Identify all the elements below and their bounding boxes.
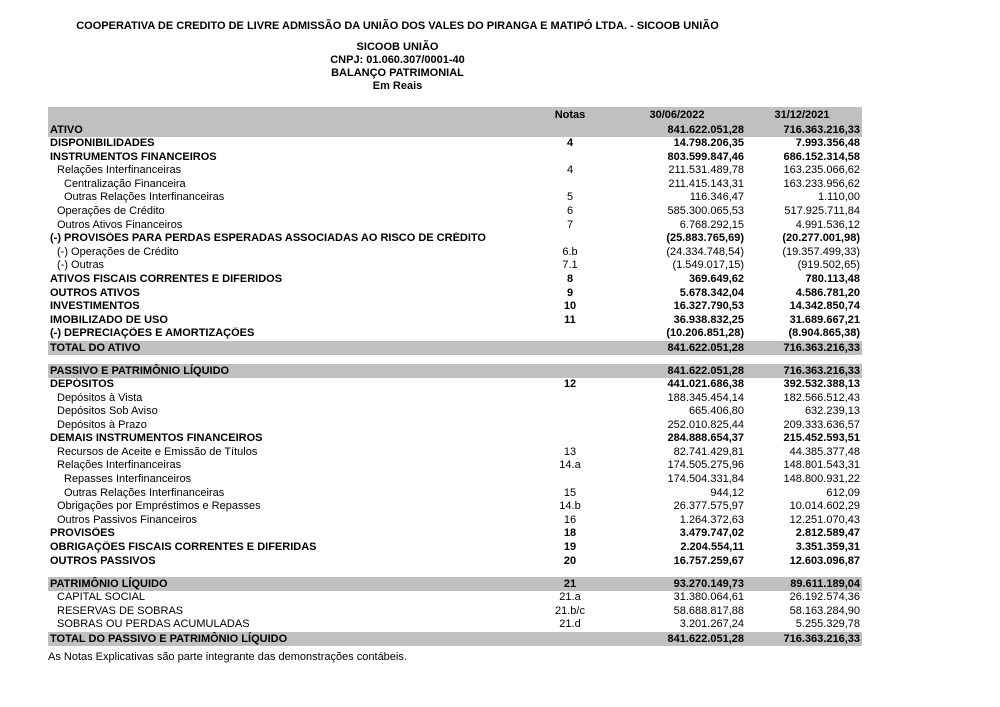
- row-note: [530, 232, 610, 246]
- row-value-2021: (8.904.865,38): [788, 327, 860, 340]
- entity-name: SICOOB UNIÃO: [356, 41, 439, 53]
- table-row: [48, 432, 862, 446]
- table-row: [48, 514, 862, 528]
- row-label: IMOBILIZADO DE USO: [50, 313, 168, 326]
- row-note: [530, 392, 610, 406]
- row-label: Recursos de Aceite e Emissão de Títulos: [57, 445, 258, 458]
- footer-note: As Notas Explicativas são parte integrante das demonstrações contábeis.: [48, 651, 407, 663]
- column-header-2022: 30/06/2022: [649, 109, 705, 121]
- row-label: Depósitos à Prazo: [57, 418, 147, 431]
- row-note: 6: [566, 204, 574, 217]
- row-value-2022: (10.206.851,28): [666, 327, 744, 340]
- row-value-2022: 252.010.825,44: [667, 418, 744, 431]
- table-row: [48, 151, 862, 165]
- row-label: OUTROS PASSIVOS: [50, 554, 156, 567]
- row-label: PASSIVO E PATRIMÔNIO LÍQUIDO: [50, 364, 230, 377]
- row-note: 14.a: [559, 459, 581, 472]
- row-value-2021: 716.363.216,33: [783, 633, 860, 645]
- row-note: 14.b: [559, 500, 581, 513]
- row-note: 4: [566, 164, 574, 177]
- table-row: [48, 137, 862, 151]
- row-value-2021: 148.801.543,31: [783, 459, 860, 472]
- row-value-2021: 26.192.574,36: [789, 591, 860, 604]
- row-label: TOTAL DO ATIVO: [50, 341, 141, 354]
- row-note: 11: [564, 313, 576, 326]
- table-row: [48, 378, 862, 392]
- row-note: 21.a: [559, 591, 581, 604]
- row-note: [530, 341, 610, 355]
- table-row: [48, 487, 862, 501]
- row-note: 7: [566, 218, 574, 231]
- row-label: DEMAIS INSTRUMENTOS FINANCEIROS: [50, 432, 263, 445]
- row-value-2022: 665.406,80: [688, 405, 744, 418]
- table-row: [48, 555, 862, 569]
- row-value-2022: 1.264.372,63: [679, 513, 744, 526]
- currency-note: Em Reais: [372, 80, 423, 92]
- table-row: [48, 178, 862, 192]
- column-header-label: [48, 107, 530, 123]
- row-note: 20: [563, 554, 577, 567]
- row-value-2021: 44.385.377,48: [789, 445, 860, 458]
- row-label: TOTAL DO PASSIVO E PATRIMÔNIO LÍQUIDO: [50, 633, 288, 645]
- row-value-2022: (25.883.765,69): [666, 232, 744, 245]
- row-label: (-) DEPRECIAÇÕES E AMORTIZAÇÕES: [50, 327, 255, 340]
- table-rows: [48, 123, 862, 646]
- table-row: [48, 618, 862, 632]
- row-value-2021: 716.363.216,33: [783, 364, 860, 377]
- row-note: 6.b: [562, 245, 578, 258]
- row-value-2022: 5.678.342,04: [679, 286, 744, 299]
- row-value-2022: 284.888.654,37: [667, 432, 744, 445]
- row-value-2021: 3.351.359,31: [795, 541, 860, 554]
- row-label: INVESTIMENTOS: [50, 300, 140, 313]
- table-row: [48, 527, 862, 541]
- row-value-2022: 841.622.051,28: [667, 633, 744, 645]
- row-label: Outros Ativos Financeiros: [57, 218, 183, 231]
- table-row: [48, 327, 862, 341]
- table-row: [48, 300, 862, 314]
- row-label: ATIVOS FISCAIS CORRENTES E DIFERIDOS: [50, 272, 283, 285]
- table-row: [48, 591, 862, 605]
- row-value-2022: 803.599.847,46: [667, 150, 744, 163]
- row-value-2022: 16.327.790,53: [673, 300, 744, 313]
- row-value-2022: 211.415.143,31: [668, 177, 744, 190]
- row-label: OBRIGAÇÕES FISCAIS CORRENTES E DIFERIDAS: [50, 541, 317, 554]
- table-row: [48, 500, 862, 514]
- row-value-2021: (919.502,65): [797, 259, 860, 272]
- row-note: 10: [563, 300, 577, 313]
- row-label: OUTROS ATIVOS: [50, 286, 140, 299]
- table-row: [48, 473, 862, 487]
- column-header-2021: 31/12/2021: [774, 109, 830, 121]
- row-label: SOBRAS OU PERDAS ACUMULADAS: [57, 618, 250, 631]
- table-row: [48, 605, 862, 619]
- row-value-2022: 16.757.259,67: [673, 554, 744, 567]
- row-label: CAPITAL SOCIAL: [57, 591, 146, 604]
- row-value-2022: 93.270.149,73: [673, 578, 744, 591]
- row-value-2022: 116.346,47: [689, 191, 744, 204]
- row-note: [530, 178, 610, 192]
- table-row: [48, 419, 862, 433]
- table-row: [48, 164, 862, 178]
- row-note: [530, 432, 610, 446]
- table-row: [48, 273, 862, 287]
- row-label: Outras Relações Interfinanceiras: [64, 191, 225, 204]
- row-label: ATIVO: [50, 124, 83, 136]
- row-value-2022: 2.204.554,11: [680, 541, 744, 554]
- row-label: Relações Interfinanceiras: [57, 164, 182, 177]
- row-note: [530, 123, 610, 137]
- row-label: (-) Outras: [57, 259, 105, 272]
- row-value-2021: 612,09: [826, 486, 860, 499]
- cooperative-name: COOPERATIVA DE CREDITO DE LIVRE ADMISSÃO DA UNIÃO DOS VALES DO PIRANGA E MATIPÓ LTDA. - SICOOB UNIÃO: [76, 20, 719, 32]
- row-value-2021: 716.363.216,33: [783, 124, 860, 136]
- row-value-2022: 369.649,62: [688, 272, 744, 285]
- row-value-2021: 686.152.314,58: [783, 150, 860, 163]
- row-note: [530, 632, 610, 646]
- row-note: 12: [563, 377, 577, 390]
- row-value-2021: 392.532.388,13: [783, 377, 860, 390]
- row-value-2021: 517.925.711,84: [784, 204, 860, 217]
- row-value-2021: 1.110,00: [817, 191, 860, 204]
- row-label: Centralização Financeira: [64, 177, 186, 190]
- row-value-2022: 188.345.454,14: [667, 391, 744, 404]
- row-note: [530, 327, 610, 341]
- row-label: (-) PROVISÕES PARA PERDAS ESPERADAS ASSOCIADAS AO RISCO DE CRÉDITO: [50, 232, 486, 245]
- row-value-2021: 632.239,13: [804, 405, 860, 418]
- table-row: [48, 446, 862, 460]
- row-value-2021: 2.812.589,47: [795, 527, 860, 540]
- row-label: PROVISÕES: [50, 527, 115, 540]
- table-row: [48, 392, 862, 406]
- row-value-2021: 209.333.636,57: [783, 418, 860, 431]
- row-value-2021: 148.800.931,22: [783, 473, 860, 486]
- row-value-2022: 441.021.686,38: [667, 377, 744, 390]
- row-value-2022: 174.504.331,84: [667, 473, 744, 486]
- row-value-2021: 12.603.096,87: [789, 554, 860, 567]
- row-note: 7.1: [562, 259, 578, 272]
- row-value-2022: 58.688.817,88: [673, 604, 744, 617]
- table-row: [48, 577, 862, 591]
- spacer-row: [48, 568, 862, 577]
- row-value-2022: 211.531.489,78: [668, 164, 744, 177]
- row-value-2022: 841.622.051,28: [667, 364, 744, 377]
- row-value-2021: 58.163.284,90: [789, 604, 860, 617]
- row-value-2021: 780.113,48: [805, 272, 860, 285]
- row-label: (-) Operações de Crédito: [57, 245, 179, 258]
- row-label: Depósitos Sob Aviso: [57, 405, 158, 418]
- statement-title: BALANÇO PATRIMONIAL: [331, 67, 464, 79]
- row-note: 19: [563, 541, 577, 554]
- row-label: Outras Relações Interfinanceiras: [64, 486, 225, 499]
- table-row: [48, 232, 862, 246]
- table-row: [48, 314, 862, 328]
- row-value-2021: 163.235.066,62: [783, 164, 860, 177]
- cnpj: CNPJ: 01.060.307/0001-40: [330, 54, 465, 66]
- row-label: Obrigações por Empréstimos e Repasses: [57, 500, 261, 513]
- row-label: Operações de Crédito: [57, 204, 165, 217]
- row-value-2022: 944,12: [710, 486, 744, 499]
- row-label: DISPONIBILIDADES: [50, 137, 155, 149]
- table-row: [48, 191, 862, 205]
- row-value-2021: 163.233.956,62: [783, 177, 860, 190]
- row-note: 21.b/c: [555, 604, 585, 617]
- row-value-2022: 31.380.064,61: [673, 591, 744, 604]
- row-value-2022: 6.768.292,15: [679, 218, 744, 231]
- row-value-2022: 36.938.832,25: [673, 313, 744, 326]
- row-value-2021: 4.586.781,20: [795, 286, 860, 299]
- row-value-2021: 31.689.667,21: [789, 313, 860, 326]
- row-note: 5: [566, 191, 574, 204]
- table-row: [48, 246, 862, 260]
- row-value-2021: 716.363.216,33: [783, 341, 860, 354]
- row-value-2021: 12.251.070,43: [789, 513, 860, 526]
- row-value-2022: 841.622.051,28: [667, 341, 744, 354]
- row-value-2021: 5.255.329,78: [795, 618, 860, 631]
- document-header: [44, 20, 751, 93]
- table-row: [48, 341, 862, 355]
- row-note: [530, 473, 610, 487]
- row-value-2022: 14.798.206,35: [673, 137, 744, 149]
- row-note: 21.d: [559, 618, 581, 631]
- row-value-2022: 174.505.275,96: [667, 459, 744, 472]
- row-note: 8: [566, 272, 574, 285]
- row-note: [530, 151, 610, 165]
- row-note: 16: [563, 513, 577, 526]
- row-note: 18: [563, 527, 577, 540]
- row-label: Depósitos à Vista: [57, 391, 143, 404]
- column-header-notas: Notas: [554, 109, 586, 121]
- table-row: [48, 287, 862, 301]
- row-value-2021: 4.991.536,12: [795, 218, 860, 231]
- row-value-2022: 585.300.065,53: [667, 204, 744, 217]
- row-value-2022: 841.622.051,28: [667, 124, 744, 136]
- table-column-header: [48, 107, 862, 123]
- row-value-2021: (19.357.499,33): [782, 245, 860, 258]
- row-label: Repasses Interfinanceiros: [64, 473, 192, 486]
- table-row: [48, 123, 862, 137]
- table-row: [48, 219, 862, 233]
- row-value-2021: 182.566.512,43: [783, 391, 860, 404]
- row-note: [530, 364, 610, 378]
- row-value-2022: 3.201.267,24: [679, 618, 744, 631]
- row-value-2021: 215.452.593,51: [783, 432, 860, 445]
- table-row: [48, 364, 862, 378]
- row-label: Outros Passivos Financeiros: [57, 513, 197, 526]
- row-value-2021: 10.014.602,29: [789, 500, 860, 513]
- table-row: [48, 459, 862, 473]
- row-label: INSTRUMENTOS FINANCEIROS: [50, 150, 217, 163]
- balance-sheet-table: [48, 107, 862, 646]
- row-value-2021: (20.277.001,98): [782, 232, 860, 245]
- row-note: 4: [566, 137, 574, 149]
- row-note: 21: [563, 578, 577, 591]
- row-note: 15: [563, 486, 577, 499]
- table-row: [48, 632, 862, 646]
- row-label: DEPÓSITOS: [50, 377, 114, 390]
- row-value-2022: 82.741.429,81: [673, 445, 744, 458]
- row-value-2021: 89.611.189,04: [790, 578, 860, 591]
- row-note: [530, 419, 610, 433]
- row-label: RESERVAS DE SOBRAS: [57, 604, 184, 617]
- row-label: Relações Interfinanceiras: [57, 459, 182, 472]
- spacer-row: [48, 355, 862, 364]
- row-value-2022: 3.479.747,02: [679, 527, 744, 540]
- row-note: 9: [566, 286, 574, 299]
- table-row: [48, 205, 862, 219]
- row-value-2022: 26.377.575,97: [673, 500, 744, 513]
- table-row: [48, 259, 862, 273]
- row-note: [530, 405, 610, 419]
- table-row: [48, 541, 862, 555]
- row-value-2022: (24.334.748,54): [666, 245, 744, 258]
- row-value-2021: 7.993.356,48: [795, 137, 860, 149]
- row-value-2021: 14.342.850,74: [789, 300, 860, 313]
- row-value-2022: (1.549.017,15): [672, 259, 744, 272]
- row-label: PATRIMÔNIO LÍQUIDO: [50, 578, 168, 591]
- row-note: 13: [563, 445, 577, 458]
- table-row: [48, 405, 862, 419]
